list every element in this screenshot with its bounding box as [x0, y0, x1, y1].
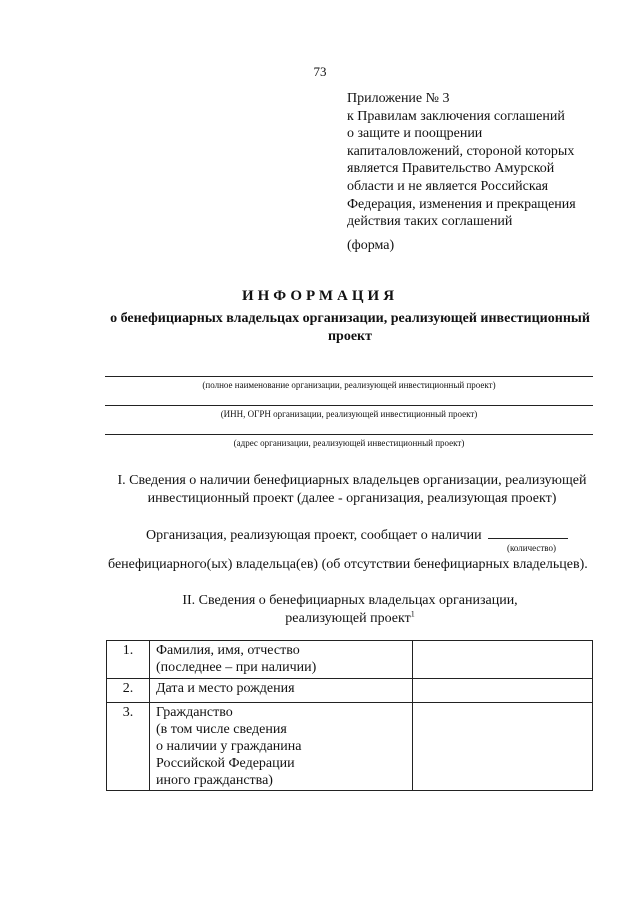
table-row: [107, 703, 593, 791]
quantity-field[interactable]: [488, 526, 568, 539]
appendix-line: капиталовложений, стороной которых: [347, 143, 575, 159]
row-number: 1.: [107, 641, 150, 679]
footnote-mark: 1: [410, 609, 415, 619]
row-value-cell[interactable]: [413, 641, 593, 679]
row-value-cell[interactable]: [413, 679, 593, 703]
full-name-caption: (полное наименование организации, реализующей инвестиционный проект): [202, 380, 496, 390]
row-label-line: о наличии у гражданина: [156, 739, 302, 754]
appendix-line: Федерация, изменения и прекращения: [347, 196, 576, 212]
row-label-line: Фамилия, имя, отчество: [156, 643, 300, 658]
row-label-line: Дата и место рождения: [156, 681, 295, 696]
quantity-caption: (количество): [507, 543, 556, 553]
row-value-cell[interactable]: [413, 703, 593, 791]
full-name-field[interactable]: [105, 376, 593, 377]
notice-line: [146, 526, 568, 544]
appendix-line: о защите и поощрении: [347, 126, 483, 142]
document-title: ИНФОРМАЦИЯ: [241, 288, 399, 304]
row-label-line: иного гражданства): [156, 773, 273, 788]
section-2-heading-line: [150, 610, 550, 628]
appendix-header: [347, 90, 617, 231]
section-2-heading-text: реализующей проект: [285, 611, 411, 626]
address-field[interactable]: [105, 434, 593, 435]
beneficiary-table: [106, 640, 593, 791]
appendix-line: области и не является Российская: [347, 178, 549, 194]
appendix-line: действия таких соглашений: [347, 214, 513, 230]
appendix-line: Приложение № 3: [347, 91, 450, 106]
row-label-line: (в том числе сведения: [156, 722, 287, 737]
row-label: [150, 703, 413, 791]
table-row: [107, 679, 593, 703]
row-label-line: Гражданство: [156, 705, 233, 720]
notice-suffix: бенефициарного(ых) владельца(ев) (об отсутствии бенефициарных владельцев).: [108, 557, 588, 572]
row-label-line: (последнее – при наличии): [156, 660, 317, 675]
section-2-heading: [150, 592, 550, 628]
appendix-line: к Правилам заключения соглашений: [347, 108, 565, 124]
section-2-heading-line: II. Сведения о бенефициарных владельцах организации,: [182, 593, 518, 608]
page-number: 73: [313, 64, 327, 79]
document-subtitle: о бенефициарных владельцах организации, реализующей инвестиционный проект: [110, 311, 590, 344]
appendix-line: является Правительство Амурской: [347, 161, 555, 177]
section-1-heading: I. Сведения о наличии бенефициарных владельцев организации, реализующей инвестиционный проект (далее - организация, реализующая проект): [117, 473, 587, 506]
row-number: 3.: [107, 703, 150, 791]
address-caption: (адрес организации, реализующей инвестиционный проект): [233, 438, 465, 448]
inn-ogrn-caption: (ИНН, ОГРН организации, реализующей инвестиционный проект): [220, 409, 478, 419]
row-label: [150, 679, 413, 703]
row-label-line: Российской Федерации: [156, 756, 295, 771]
row-number: 2.: [107, 679, 150, 703]
table-row: [107, 641, 593, 679]
inn-ogrn-field[interactable]: [105, 405, 593, 406]
notice-prefix: Организация, реализующая проект, сообщает о наличии: [146, 528, 482, 543]
row-label: [150, 641, 413, 679]
form-mark: (форма): [347, 238, 395, 253]
